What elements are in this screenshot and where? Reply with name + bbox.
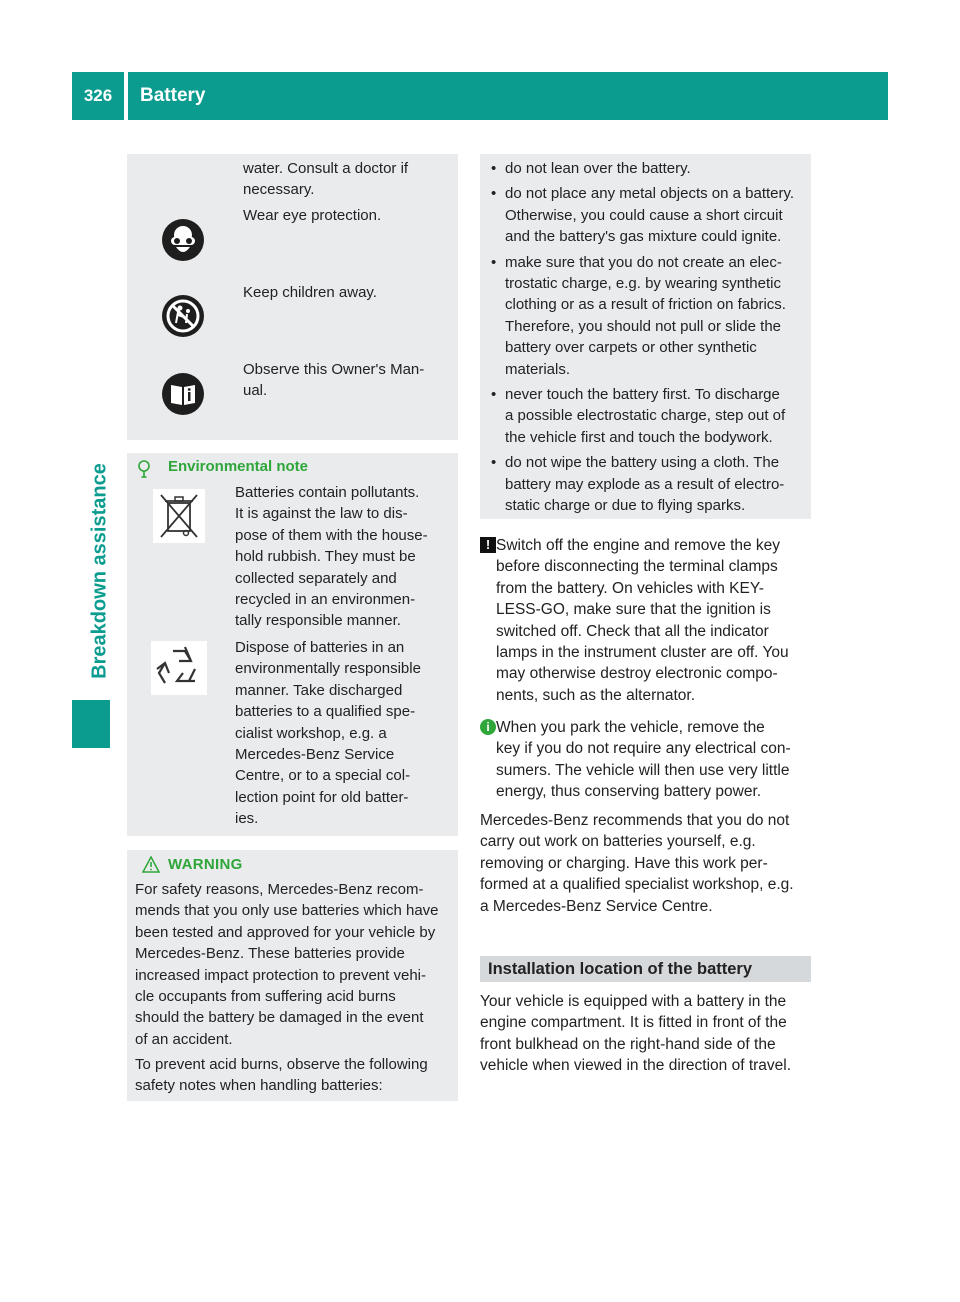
env-text-dispose: Dispose of batteries in an environmentally responsible manner. Take discharged batteries to a qualified spe- cialist workshop, e.g. a Mercedes-Benz Service Centre, or to a special col- lection point for old batter- ies. xyxy=(235,639,421,828)
bullet-text: never touch the battery first. To discharge a possible electrostatic charge, step out of the vehicle first and touch the bodywork. xyxy=(505,386,786,446)
environmental-note-title: Environmental note xyxy=(168,458,309,475)
page-title: Battery xyxy=(140,85,206,106)
section-tab xyxy=(86,447,114,695)
bullet-text: make sure that you do not create an elec- trostatic charge, e.g. by wearing synthetic clothing or as a result of friction on fabrics. Therefore, you should not pull or slide the battery over carpets or other synthetic materials. xyxy=(505,253,786,378)
warning-instructions: To prevent acid burns, observe the following safety notes when handling batteries: xyxy=(135,1056,428,1095)
caution-mark-icon: ! xyxy=(480,537,496,553)
warning-title: WARNING xyxy=(168,856,243,873)
list-item xyxy=(491,183,809,247)
safety-text-manual: Observe this Owner's Man- ual. xyxy=(243,361,425,400)
warning-box xyxy=(127,850,458,1101)
manual-icon xyxy=(162,373,204,415)
env-text-pollutants: Batteries contain pollutants. It is against the law to dis- pose of them with the house- hold rubbish. They must be collected separately and recycled in an environmen- tally responsible manner. xyxy=(235,484,428,630)
bullet-text: do not place any metal objects on a battery. Otherwise, you could cause a short circuit and the battery's gas mixture could ignite. xyxy=(505,185,795,246)
no-children-icon xyxy=(162,295,204,337)
info-icon: i xyxy=(480,719,496,735)
caution-note xyxy=(480,535,815,706)
list-item xyxy=(491,452,809,516)
info-note xyxy=(480,717,815,803)
installation-text: Your vehicle is equipped with a battery in the engine compartment. It is fitted in front of the front bulkhead on the right-hand side of the vehicle when viewed in the direction of travel. xyxy=(480,993,792,1075)
warning-triangle-icon xyxy=(142,856,160,874)
list-item xyxy=(491,384,809,448)
installation-heading: Installation location of the battery xyxy=(480,956,811,982)
section-marker xyxy=(72,700,110,748)
lightbulb-icon xyxy=(135,459,153,479)
crossed-bin-icon xyxy=(151,487,207,545)
environmental-note-box xyxy=(127,453,458,836)
recycle-icon xyxy=(149,639,209,697)
section-label: Breakdown assistance xyxy=(88,463,111,679)
caution-text: Switch off the engine and remove the key before disconnecting the terminal clamps from the battery. On vehicles with KEY- LESS-GO, make sure that the ignition is switched off. Check that all the indicator lamps in the instrument cluster are off. You may otherwise destroy electronic compo- nents, such as the alternator. xyxy=(496,537,789,704)
safety-text-children: Keep children away. xyxy=(243,284,377,301)
bullet-text: do not wipe the battery using a cloth. The battery may explode as a result of electro- static charge or due to flying sparks. xyxy=(505,454,785,515)
recommendation-text: Mercedes-Benz recommends that you do not carry out work on batteries yourself, e.g. removing or charging. Have this work per- formed at a qualified specialist workshop, e.g. a Mercedes-Benz Service Centre. xyxy=(480,812,794,915)
safety-intro-text: water. Consult a doctor if necessary. xyxy=(243,160,409,199)
safety-text-goggles: Wear eye protection. xyxy=(243,207,382,224)
warning-paragraph: For safety reasons, Mercedes-Benz recom- mends that you only use batteries which have been tested and approved for your vehicle by Mercedes-Benz. These batteries provide increased impact protection to prevent vehi- cle occupants from suffering acid burns should the battery be damaged in the event of an accident. xyxy=(135,881,439,1048)
safety-symbols-box xyxy=(127,154,458,440)
goggles-icon xyxy=(162,219,204,261)
header-bar xyxy=(128,72,888,120)
info-text: When you park the vehicle, remove the key if you do not require any electrical con- sumers. The vehicle will then use very little energy, thus conserving battery power. xyxy=(496,719,791,801)
list-item xyxy=(491,158,809,179)
battery-safety-bullets-box xyxy=(480,154,811,519)
battery-safety-list xyxy=(491,158,809,521)
list-item xyxy=(491,252,809,380)
page-number: 326 xyxy=(72,72,124,120)
bullet-text: do not lean over the battery. xyxy=(505,160,691,177)
